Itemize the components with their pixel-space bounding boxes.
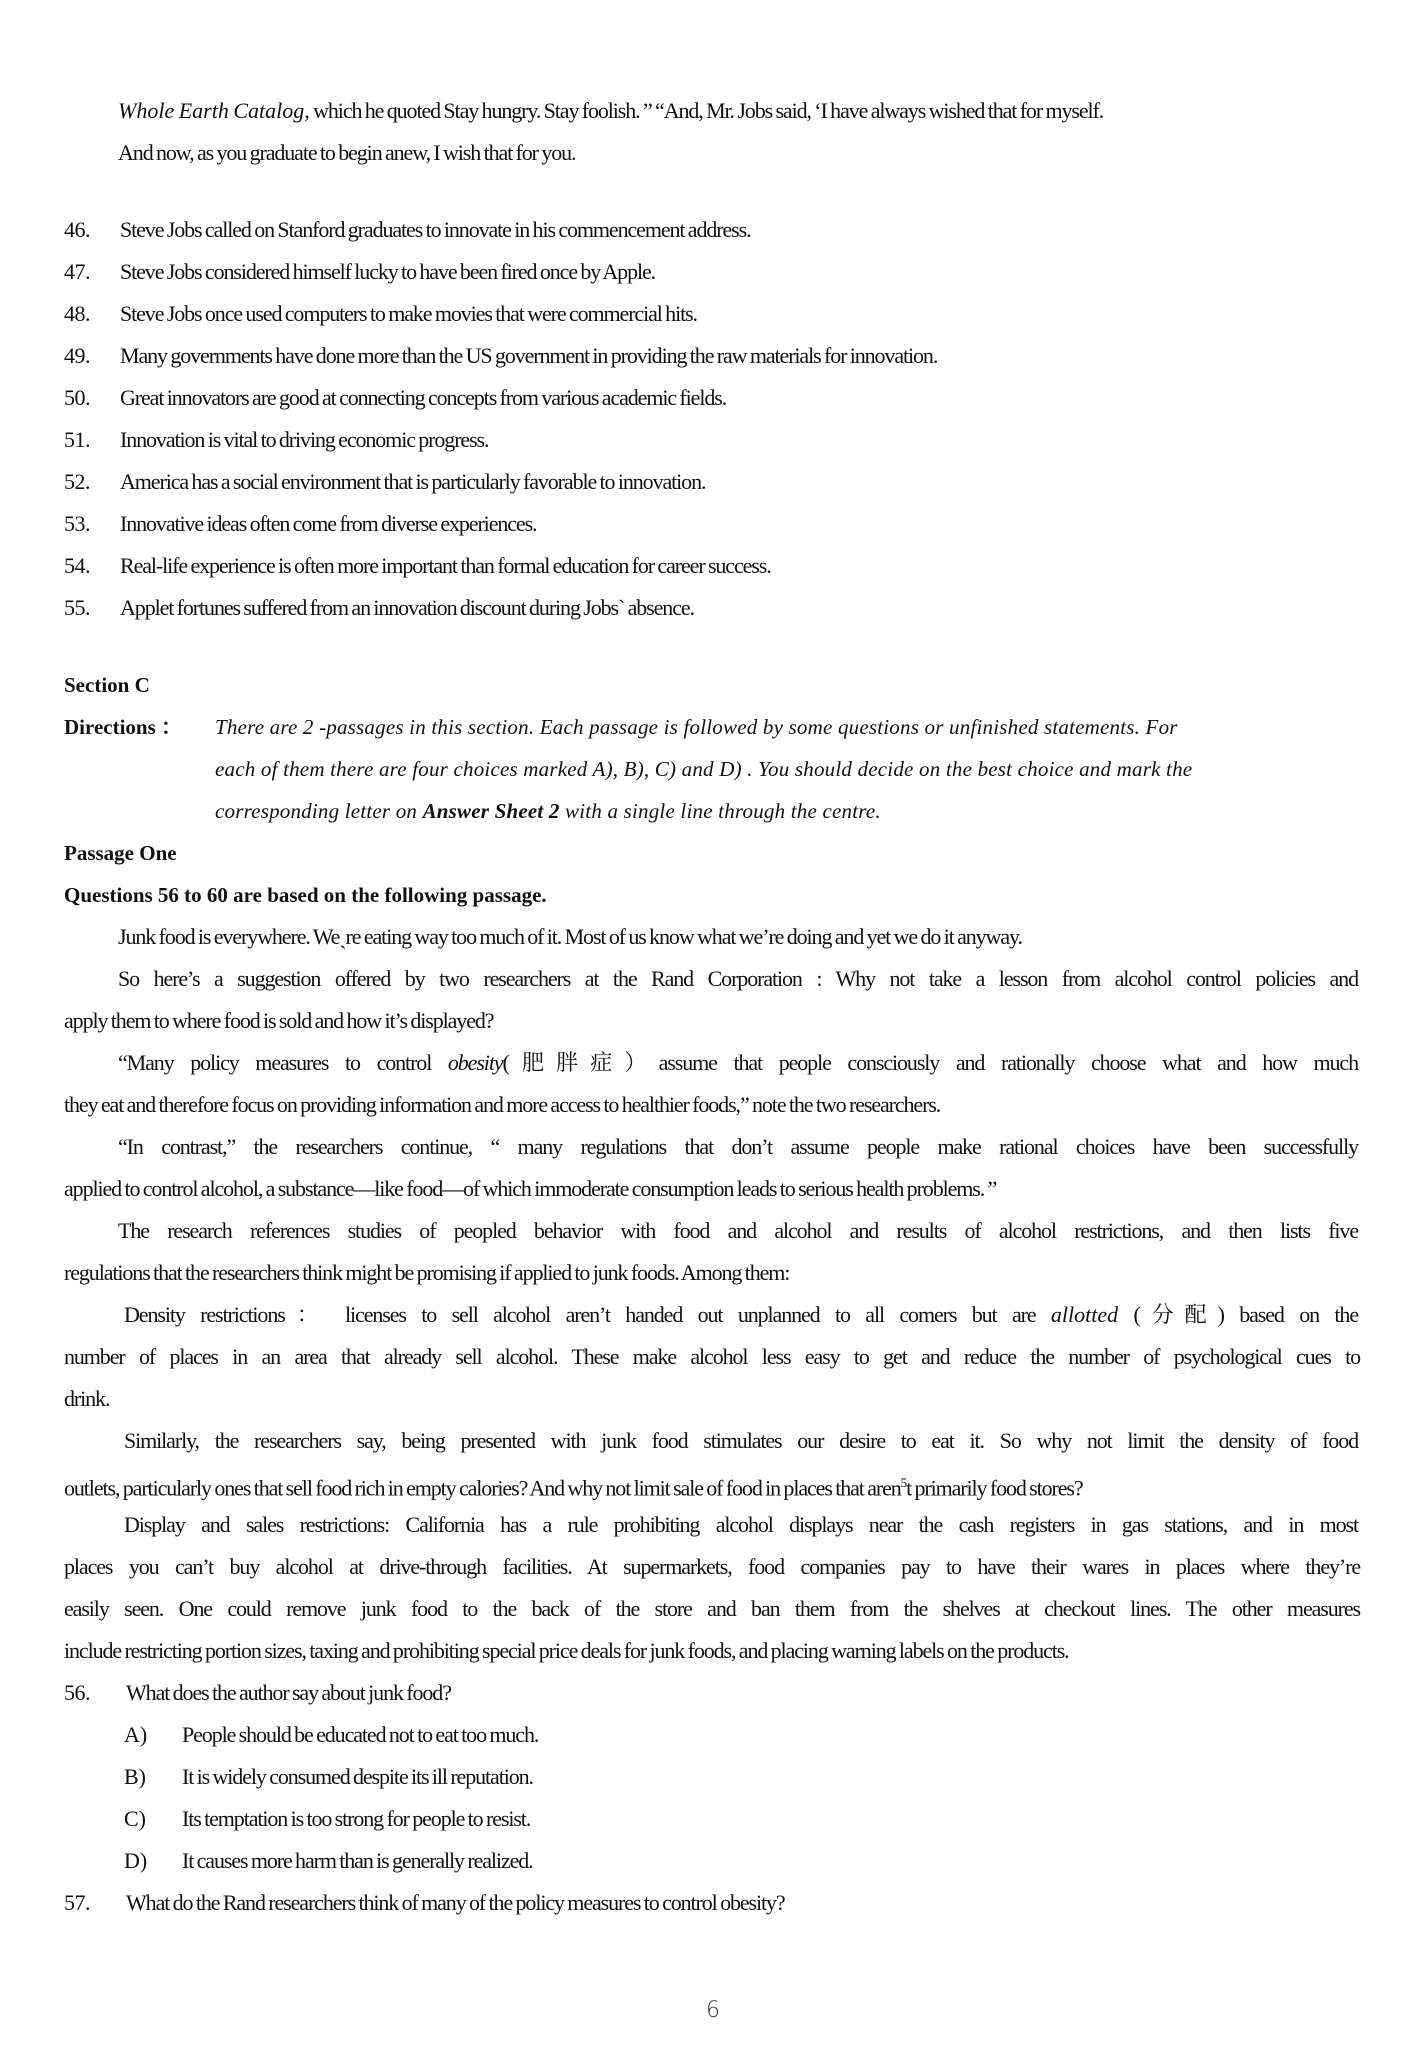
obesity-term: obesity xyxy=(447,1050,503,1075)
paragraph-5-line-1: The research references studies of peopled behavior with food and alcohol and results of alcohol restrictions, and then lists five xyxy=(118,1218,1358,1243)
paragraph-5-line-2: regulations that the researchers think might be promising if applied to junk foods. Among them: xyxy=(64,1260,790,1285)
section-title: Section C xyxy=(64,673,150,697)
continuation-line-1: Whole Earth Catalog, which he quoted Stay hungry. Stay foolish. ” “And, Mr. Jobs said, ‘I have always wished that for myself. xyxy=(118,98,1104,123)
paragraph-2-line-1: So here’s a suggestion offered by two researchers at the Rand Corporation : Why not take a lesson from alcohol control policies and xyxy=(118,966,1358,991)
paragraph-2-line-2: apply them to where food is sold and how it’s displayed? xyxy=(64,1008,494,1033)
paragraph-7-line-1: Similarly, the researchers say, being presented with junk food stimulates our desire to eat it. So why not limit the density of food xyxy=(124,1428,1358,1453)
paragraph-3-line-2: they eat and therefore focus on providing information and more access to healthier foods,” note the two researchers. xyxy=(64,1092,941,1117)
paragraph-3-line-1: “Many policy measures to control obesity(肥胖症）assume that people consciously and rationally choose what and how much xyxy=(118,1050,1358,1075)
paragraph-8-line-3: easily seen. One could remove junk food to the back of the store and ban them from the shelves at checkout lines. The other measures xyxy=(64,1596,1360,1621)
catalog-title: Whole Earth Catalog, xyxy=(118,98,310,123)
paragraph-8-line-2: places you can’t buy alcohol at drive-through facilities. At supermarkets, food companies pay to have their wares in places where they’re xyxy=(64,1554,1360,1579)
paragraph-4-line-1: “In contrast,” the researchers continue, “ many regulations that don’t assume people make rational choices have been successfully xyxy=(118,1134,1358,1159)
paragraph-1: Junk food is everywhere. Weˎre eating way too much of it. Most of us know what we’re doing and yet we do it anyway. xyxy=(118,924,1022,949)
allotted-term: allotted xyxy=(1050,1302,1119,1327)
paragraph-4-line-2: applied to control alcohol, a substance—like food—of which immoderate consumption leads to serious health problems. ” xyxy=(64,1176,997,1201)
directions-text-3: corresponding letter on Answer Sheet 2 with a single line through the centre. xyxy=(215,799,881,823)
directions-text-1: There are 2 -passages in this section. Each passage is followed by some questions or unfinished statements. For xyxy=(215,715,1178,739)
paragraph-6-line-1: Density restrictions： licenses to sell alcohol aren’t handed out unplanned to all comers but are allotted (分配) based on the xyxy=(124,1302,1358,1327)
directions-label: Directions ： xyxy=(64,715,183,739)
continuation-line-2: And now, as you graduate to begin anew, I wish that for you. xyxy=(118,140,576,165)
paragraph-6-line-2: number of places in an area that already sell alcohol. These make alcohol less easy to get and reduce the number of psychological cues to xyxy=(64,1344,1360,1369)
exam-page: Whole Earth Catalog, which he quoted Stay hungry. Stay foolish. ” “And, Mr. Jobs said, ‘I have always wished that for myself. And now, as you graduate to begin anew, I wish that for you. 46. Steve Jobs called on Stanford graduates to innovate in his commencement address. 47. Steve Jobs considered himself lucky to have been fired once by Apple. 48. Steve Jobs once used computers to make movies that were commercial hits. 49. Many governments have done more than the US government in providing the raw materials for innovation. 50. Great innovators are good at connecting concepts from various academic fields. 51. Innovation is vital to driving economic progress. 52. America has a social environment that is particularly favorable to innovation. 53. Innovative ideas often come from diverse experiences. 54. Real-life experience is often more important than formal education for career success. 55. Applet fortunes suffered from an innovation discount during Jobsˋ absence. Section C Directions ： There are 2 -passages in this section. Each passage is followed by some questions or unfinished statements. For each of them there are four choices marked A), B), C) and D) . You should decide on the best choice and mark the corresponding letter on Answer Sheet 2 with a single line through the centre. Passage One Questions 56 to 60 are based on the following passage. Junk food is everywhere. Weˎre eating way too much of it. Most of us know what we’re doing and yet we do it anyway. So here’s a suggestion offered by two researchers at the Rand Corporation : Why not take a lesson from alcohol control policies and apply them to where food is sold and how it’s displayed? “Many policy measures to control obesity(肥胖症）assume that people consciously and rationally choose what and how much they eat and therefore focus on providing information and more access to healthier foods,” note the two researchers. “In contrast,” the researchers continue, “ many regulations that don’t assume people make rational choices have been successfully applied to control alcohol, a substance—like food—of which immoderate consumption leads to serious health problems. ” The research references studies of peopled behavior with food and alcohol and results of alcohol restrictions, and then lists five regulations that the researchers think might be promising if applied to junk foods. Among them: Density restrictions： licenses to sell alcohol aren’t handed out unplanned to all comers but are allotted (分配) based on the number of places in an area that already sell alcohol. These make alcohol less easy to get and reduce the number of psychological cues to drink. Similarly, the researchers say, being presented with junk food stimulates our desire to eat it. So why not limit the density of food outlets, particularly ones that sell food rich in empty calories? And why not limit sale of food in places that aren$^5$t primarily food stores? Display and sales restrictions: California has a rule prohibiting alcohol displays near the cash registers in gas stations, and in most places you can’t buy alcohol at drive-through facilities. At supermarkets, food companies pay to have their wares in places where they’re easily seen. One could remove junk food to the back of the store and ban them from the shelves at checkout lines. The other measures include restricting portion sizes, taxing and prohibiting special price deals for junk foods, and placing warning labels on the products. 56. What does the author say about junk food? A) People should be educated not to eat too much. B) It is widely consumed despite its ill reputation. C) Its temptation is too strong for people to resist. D) It causes more harm than is generally realized. 57. What do the Rand researchers think of many of the policy measures to control obesity? 6 xyxy=(64,98,1360,2023)
paragraph-8-line-1: Display and sales restrictions: California has a rule prohibiting alcohol displays near the cash registers in gas stations, and in most xyxy=(124,1512,1358,1537)
directions-text-2: each of them there are four choices marked A), B), C) and D) . You should decide on the best choice and mark the xyxy=(215,757,1193,781)
paragraph-6-line-3: drink. xyxy=(64,1386,110,1411)
paragraph-7-line-2: outlets, particularly ones that sell food rich in empty calories? And why not limit sale of food in places that aren$^5$t primarily food stores? xyxy=(64,1475,1083,1501)
passage-title: Passage One xyxy=(64,841,177,865)
answer-sheet-ref: Answer Sheet 2 xyxy=(422,799,560,823)
page-number: 6 xyxy=(706,1998,720,2023)
paragraph-8-line-4: include restricting portion sizes, taxing and prohibiting special price deals for junk foods, and placing warning labels on the products. xyxy=(64,1638,1069,1663)
passage-intro: Questions 56 to 60 are based on the following passage. xyxy=(64,883,547,907)
